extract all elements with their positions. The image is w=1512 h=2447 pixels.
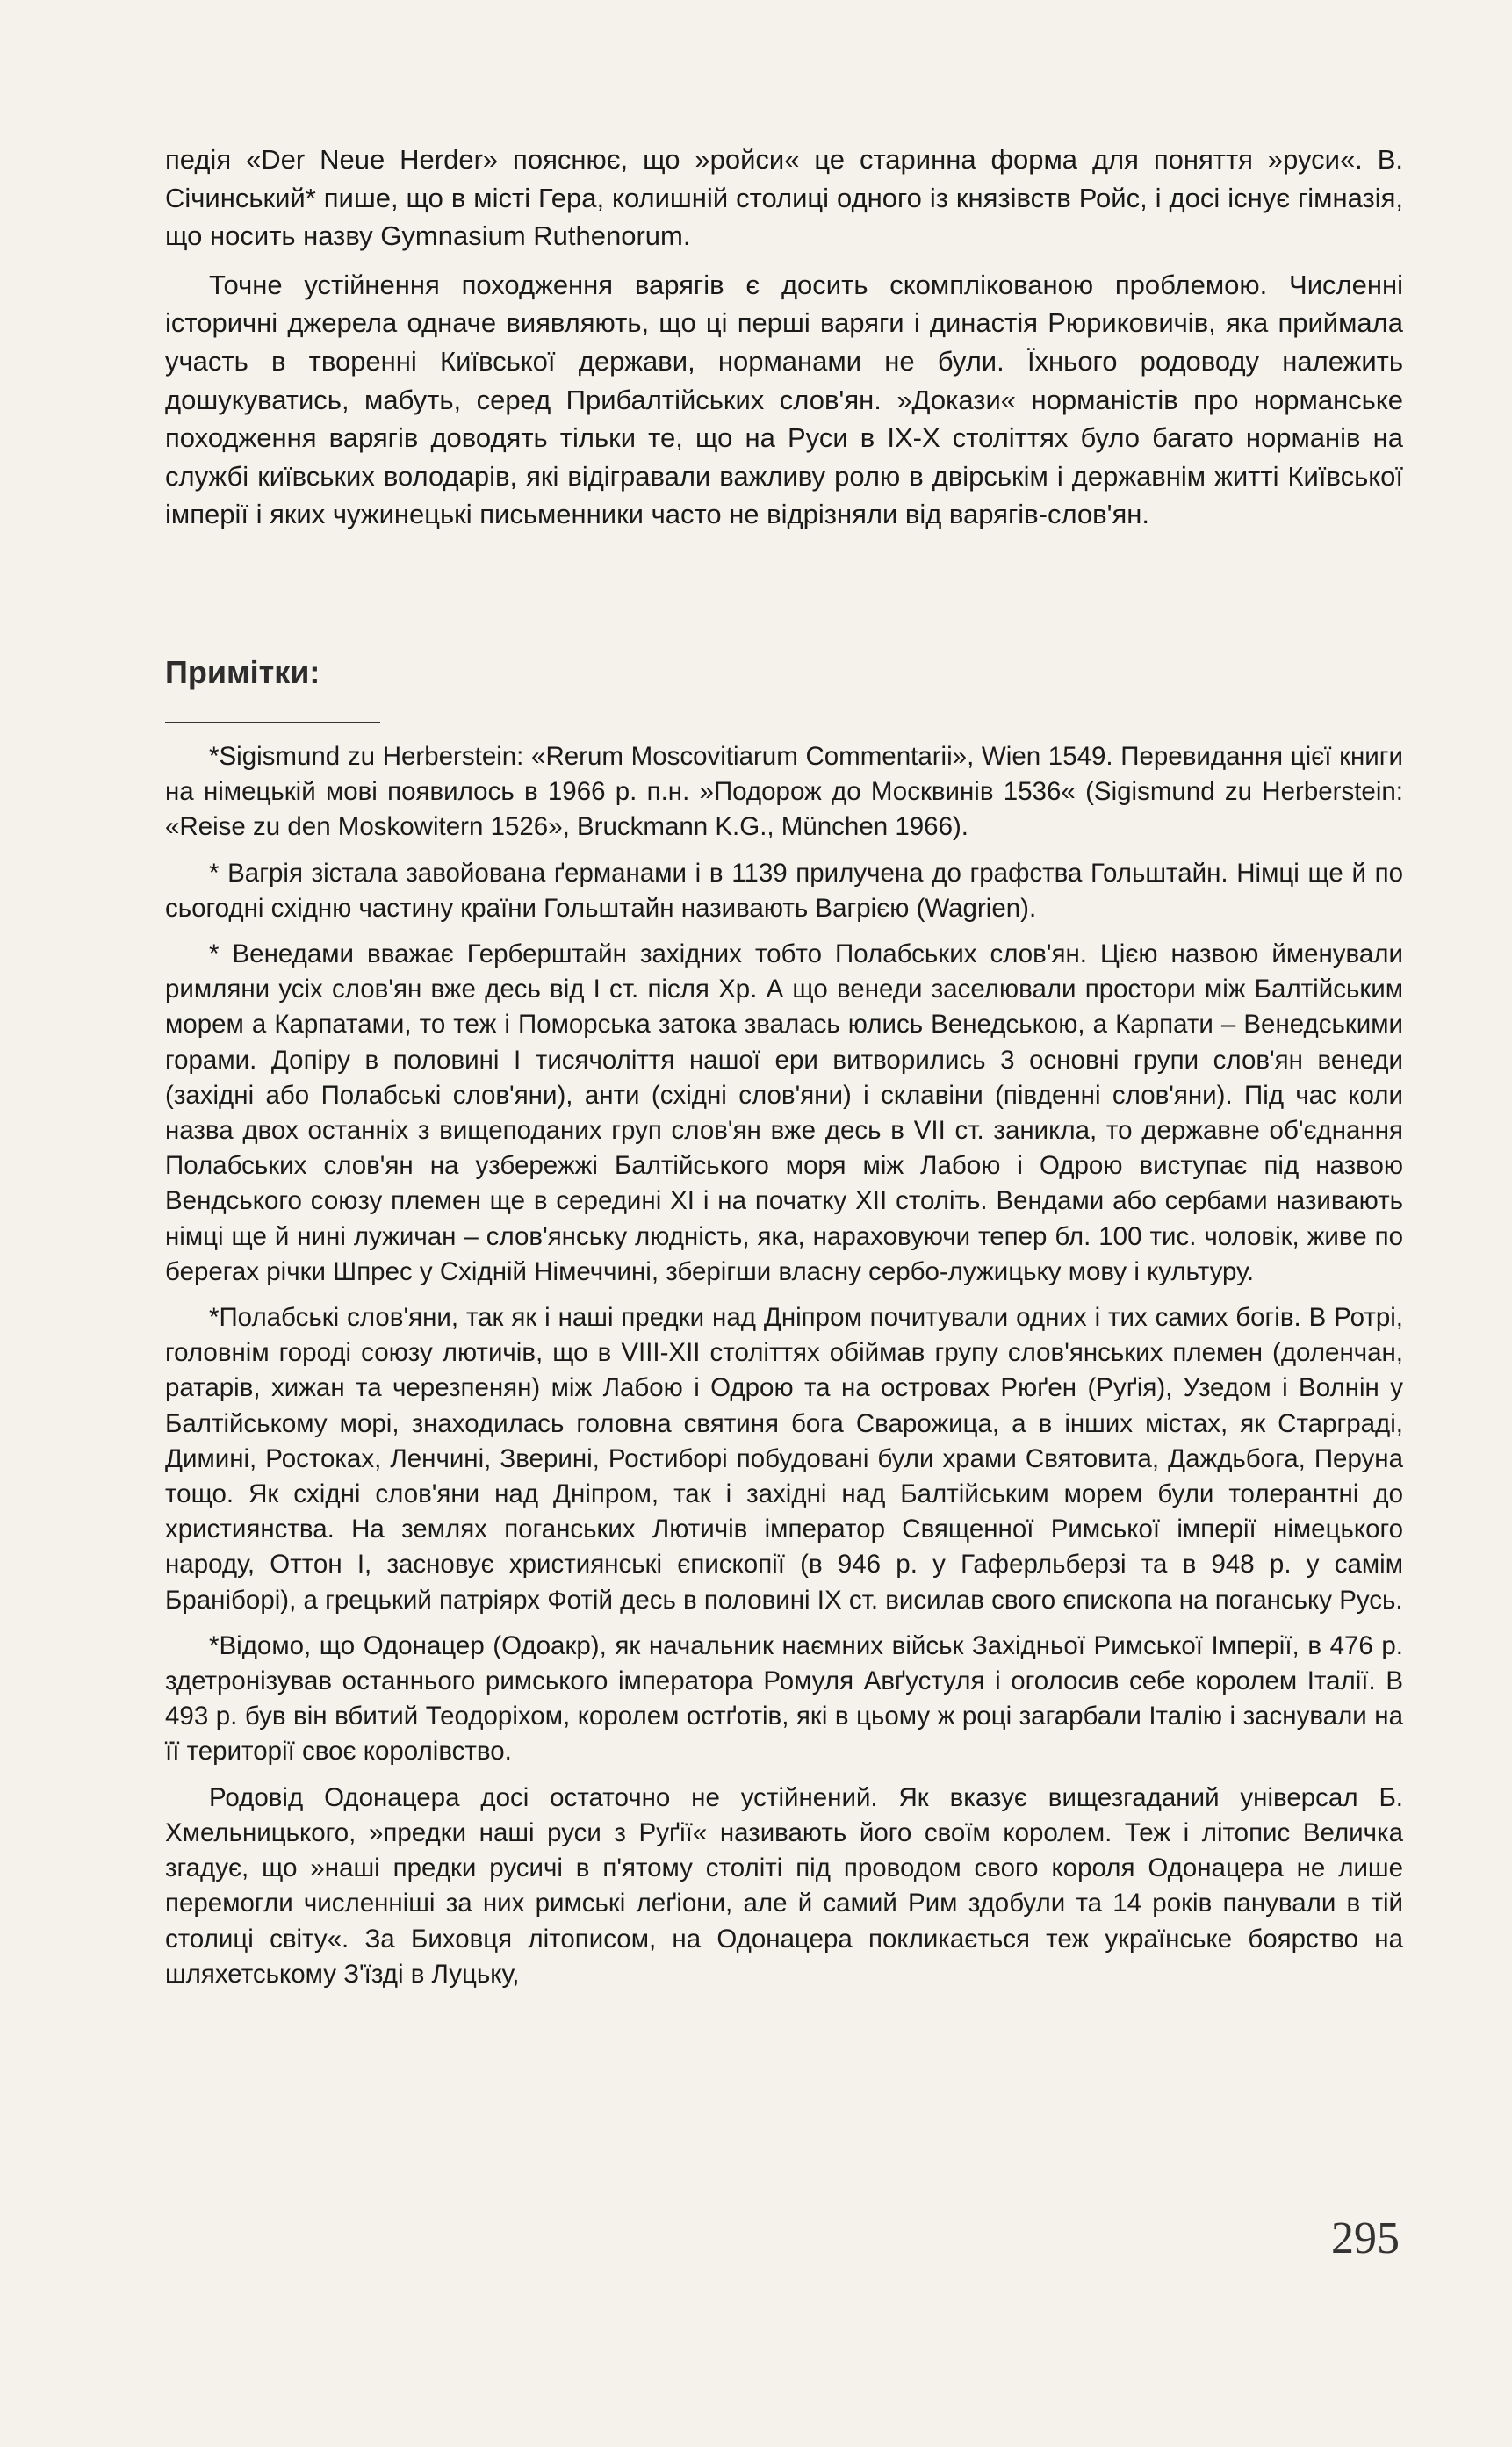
note-herberstein: *Sigismund zu Herberstein: «Rerum Moscovitiarum Commentarii», Wien 1549. Перевидання цієї книги на німецькій мові появилось в 1966 р. п.н. »Подорож до Москвинів 1536« (Sigismund zu Herberstein: «Reise zu den Moskowitern 1526», Bruckmann K.G., München 1966). xyxy=(165,742,1403,842)
note-odoacer: *Відомо, що Одонацер (Одоакр), як начальник наємних військ Західньої Римської Імперії, в 476 р. здетронізував останнього римського імператора Ромуля Авґустуля і оголосив себе королем Італії. В 493 р. був він вбитий Теодоріхом, королем остґотів, які в цьому ж році загарбали Італію і заснували на її території своє королівство. xyxy=(165,1630,1403,1767)
notes-heading: Примітки: xyxy=(165,654,320,690)
note-odoacer-genealogy: Родовід Одонацера досі остаточно не устійнений. Як вказує вищезгаданий універсал Б. Хмельницького, »предки наші руси з Руґії« називають його своїм королем. Теж і літопис Величка згадує, що »наші предки русичі в п'ятому століті під проводом свого короля Одонацера не лише перемогли численніші за них римські леґіони, але й самий Рим здобули та 14 років панували в тій столиці світу«. За Биховця літописом, на Одонацера покликається теж українське боярство на шляхетському З'їзді в Луцьку, xyxy=(165,1782,1403,1989)
page-number: 295 xyxy=(1331,2213,1400,2263)
note-veneds: * Венедами вважає Герберштайн західних тобто Полабських слов'ян. Цією назвою йменували римляни усіх слов'ян вже десь від I ст. після Хр. А що венеди заселювали простори між Балтійським морем а Карпатами, то теж і Поморська затока звалась юлись Венедською, а Карпати – Венедськими горами. Допіру в половині I тисячоліття нашої ери витворились 3 основні групи слов'ян венеди (західні або Полабські слов'яни), анти (східні слов'яни) і склавіни (південні слов'яни). Під час коли назва двох останніх з вищеподаних груп слов'ян вже десь в VII ст. заникла, то державне об'єднання Полабських слов'ян на узбережжі Балтійського моря між Лабою і Одрою виступає під назвою Вендського союзу племен ще в середині XI і на початку XII століть. Вендами або сербами називають німці ще й нині лужичан – слов'янську людність, яка, нараховуючи тепер бл. 100 тис. чоловік, живе по берегах річки Шпрес у Східній Німеччині, зберігши власну сербо-лужицьку мову і культуру. xyxy=(165,939,1403,1286)
paragraph-continued: педія «Der Neue Herder» пояснює, що »ройси« це старинна форма для поняття »руси«. В. Січинський* пише, що в місті Гера, колишній столиці одного із князівств Ройс, і досі існує гімназія, що носить назву Gymnasium Ruthenorum. xyxy=(165,144,1403,252)
note-polabian-slavs: *Полабські слов'яни, так як і наші предки над Дніпром почитували одних і тих самих богів. В Ротрі, головнім городі союзу лютичів, що в VIII-XII століттях обіймав групу слов'янських племен (доленчан, ратарів, хижан та черезпенян) між Лабою і Одрою та на островах Рюґен (Руґія), Узедом і Волнін у Балтійському морі, знаходилась головна святиня бога Сварожица, а в інших містах, як Старграді, Димині, Ростоках, Ленчині, Зверині, Ростиборі побудовані були храми Святовита, Даждьбога, Перуна тощо. Як східні слов'яни над Дніпром, так і західні над Балтійським морем були толерантні до християнства. На землях поганських Лютичів імператор Священної Римської імперії німецького народу, Оттон I, засновує християнські єпископії (в 946 р. у Гаферльберзі та в 948 р. у самім Бранібoрі), а грецький патріярх Фотій десь в половині IX ст. висилав свого єпископа на поганську Русь. xyxy=(165,1303,1403,1615)
note-wagria: * Вагрія зістала завойована ґерманами і в 1139 прилучена до графства Гольштайн. Німці ще й по сьогодні східню частину країни Гольштайн називають Вагрією (Wagrien). xyxy=(165,858,1403,923)
notes-section xyxy=(165,739,1403,2003)
main-text xyxy=(165,140,1403,534)
paragraph-varangians: Точне устійнення походження варягів є досить скомплікованою проблемою. Численні історичні джерела одначе виявляють, що ці перші варяги і династія Рюриковичів, яка приймала участь в творенні Київської держави, норманами не були. Їхнього родоводу належить дошукуватись, мабуть, серед Прибалтійських слов'ян. »Докази« норманістів про норманське походження варягів доводять тільки те, що на Руси в IX-X століттях було багато норманів на службі київських володарів, які відігравали важливу ролю в двірськім і державнім житті Київської імперії і яких чужинецькі письменники часто не відрізняли від варягів-слов'ян. xyxy=(165,269,1403,530)
footnote-rule xyxy=(165,722,380,723)
